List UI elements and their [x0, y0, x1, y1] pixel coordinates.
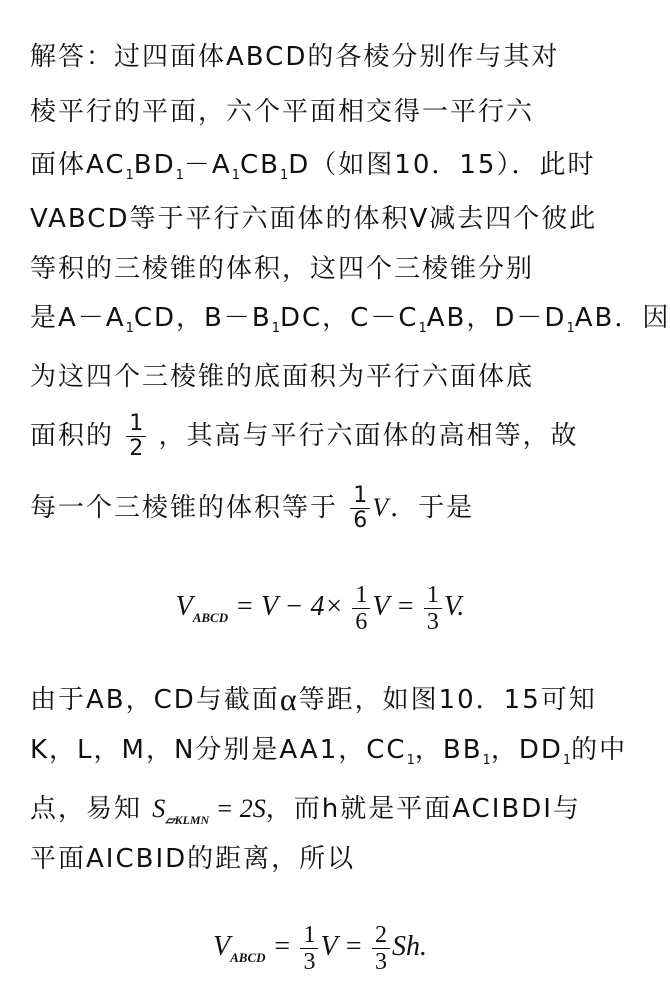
text: ，DD — [490, 735, 563, 765]
text: D（如图10．15）．此时 — [288, 150, 596, 180]
subscript: 1 — [125, 168, 134, 183]
text: 点，易知 — [30, 794, 143, 824]
text-line — [30, 301, 670, 346]
subscript: 1 — [418, 321, 427, 336]
text-line — [30, 733, 627, 778]
text-line — [30, 40, 559, 74]
text: CB — [239, 150, 280, 180]
text: 面积的 — [30, 421, 115, 451]
subscript: 1 — [271, 321, 280, 336]
text-line — [30, 202, 597, 236]
text-line — [30, 412, 579, 461]
equation-volume-sh: $V_{ABCD}$ = $\frac{1}{3}$ V = $\frac{2}{3}$ Sh. — [213, 922, 427, 975]
subscript: 1 — [562, 753, 572, 768]
fraction-one-sixth: $\frac{1}{6}$ — [350, 484, 370, 533]
text: 每一个三棱锥的体积等于 — [30, 493, 339, 523]
subscript: 1 — [566, 321, 575, 336]
text: DC，C－C — [280, 303, 419, 333]
text-line — [30, 95, 534, 129]
text: ，其高与平行六面体的高相等，故 — [158, 421, 579, 451]
text: 棱平行的平面，六个平面相交得一平行六 — [30, 97, 535, 127]
text: 是A－A — [30, 303, 126, 333]
subscript: 1 — [482, 753, 491, 768]
fraction-one-sixth: $\frac{1}{6}$ — [352, 582, 370, 635]
fraction-one-third: $\frac{1}{3}$ — [300, 922, 318, 975]
equation-volume: $V_{ABCD} = V - 4\times$ $\frac{1}{6}$ V = $\frac{1}{3}$ V. — [175, 582, 465, 635]
subscript: 1 — [279, 168, 289, 183]
text: 等积的三棱锥的体积，这四个三棱锥分别 — [30, 254, 535, 284]
text: VABCD等于平行六面体的体积V减去四个彼此 — [30, 204, 598, 234]
text-line — [30, 360, 534, 394]
subscript: 1 — [125, 321, 134, 336]
subscript: 1 — [406, 753, 415, 768]
fraction-two-thirds: $\frac{2}{3}$ — [372, 922, 390, 975]
text-line — [30, 682, 597, 717]
text-line — [30, 484, 474, 533]
area-expression: $S_{▱KLMN} = 2S$ — [152, 794, 266, 827]
text: 解答：过四面体ABCD的各棱分别作与其对 — [30, 42, 560, 72]
text-line — [30, 842, 355, 876]
text-line — [30, 252, 534, 286]
text: AB，D－D — [426, 303, 567, 333]
text: AB．因 — [574, 303, 670, 333]
text: 平面AICBID的距离，所以 — [30, 844, 356, 874]
text-line — [30, 148, 595, 193]
fraction-one-third: $\frac{1}{3}$ — [424, 582, 442, 635]
text: ，而h就是平面ACIBDI与 — [265, 794, 581, 824]
text: 由于AB，CD与截面 — [30, 685, 280, 715]
text: ．于是 — [390, 493, 475, 523]
text: 等距，如图10．15可知 — [298, 685, 597, 715]
alpha-symbol: α — [279, 681, 299, 717]
text: ，BB — [414, 735, 483, 765]
text-line — [30, 792, 581, 837]
subscript: 1 — [175, 168, 184, 183]
text: CD，B－B — [133, 303, 272, 333]
text: 的中 — [571, 735, 628, 765]
text: K，L，M，N分别是AA1，CC — [30, 735, 407, 765]
text: －A — [183, 150, 232, 180]
text: V — [372, 493, 391, 522]
text: BD — [133, 150, 176, 180]
text: 面体AC — [30, 150, 126, 180]
fraction-one-half: $\frac{1}{2}$ — [126, 412, 146, 461]
subscript: 1 — [231, 168, 240, 183]
text: 为这四个三棱锥的底面积为平行六面体底 — [30, 362, 535, 392]
